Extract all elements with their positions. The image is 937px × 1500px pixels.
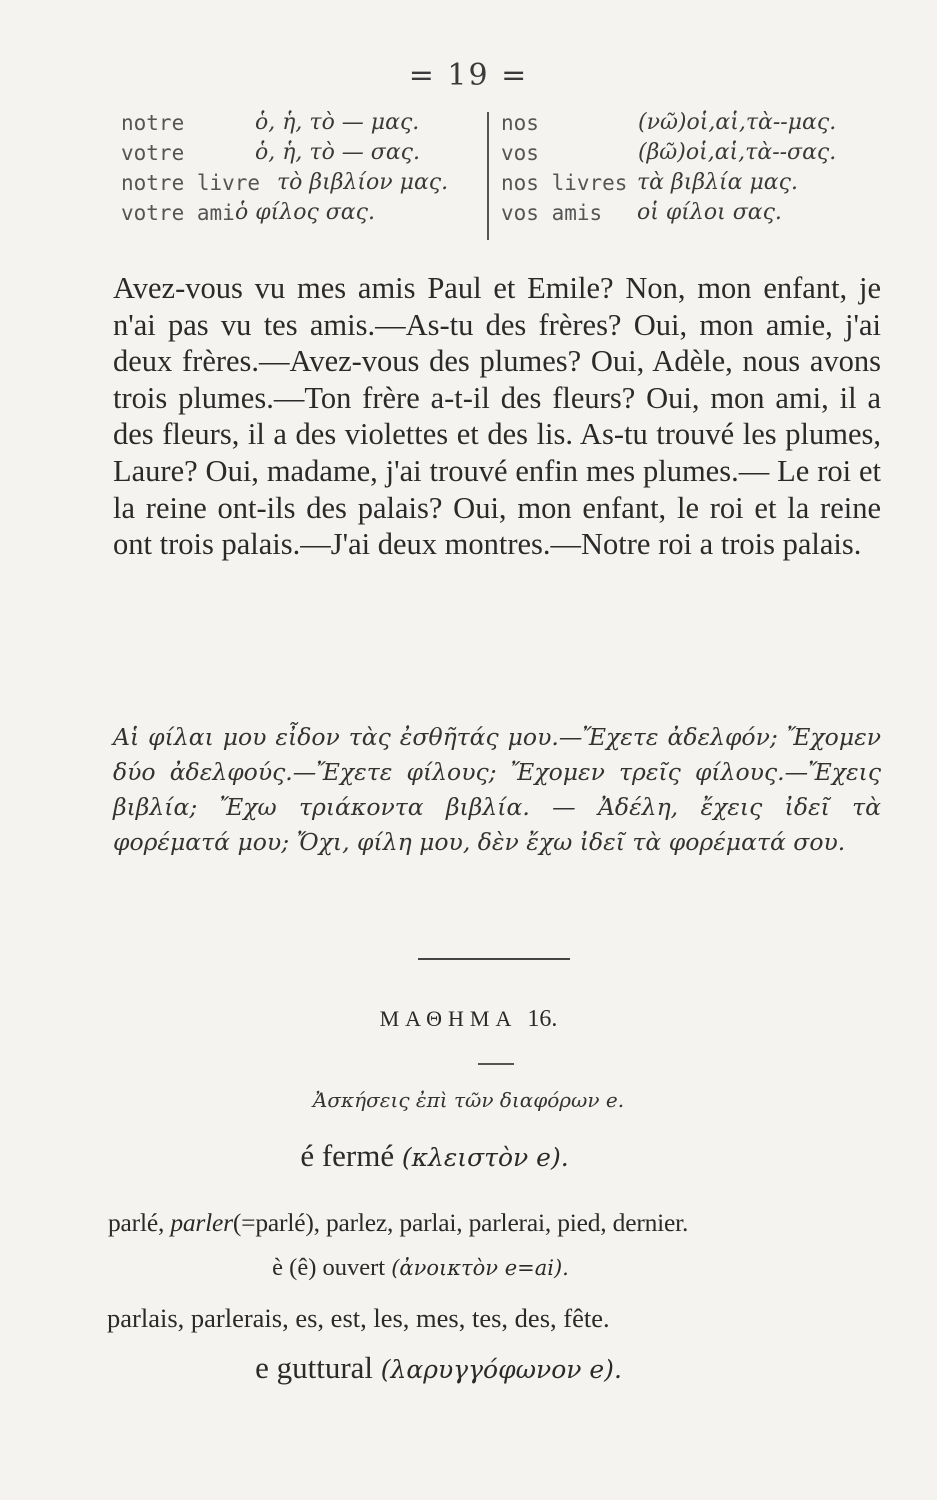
e-ouvert-examples: parlais, parlerais, es, est, les, mes, tes, des, fête. <box>107 1303 610 1333</box>
french-exercise-paragraph: Avez-vous vu mes amis Paul et Emile? Non, mon enfant, je n'ai pas vu tes amis.—As-tu des frères? Oui, mon amie, j'ai deux frères.—Avez-vous des plumes? Oui, Adèle, nous avons trois plumes.—Ton frère a-t-il des fleurs? Oui, mon ami, il a des fleurs, il a des violettes et des lis. As-tu trouvé les plumes, Laure? Oui, madame, j'ai trouvé enfin mes plumes.— Le roi et la reine ont-ils des palais? Oui, mon enfant, le roi et la reine ont trois palais.—J'ai deux montres.—Notre roi a trois palais. <box>113 271 881 562</box>
french-term: votre <box>121 141 185 165</box>
example-text: (=parlé), parlez, parlai, parlerai, pied, dernier. <box>232 1208 689 1237</box>
possessive-row <box>115 108 485 138</box>
example-text: parlé, <box>108 1208 171 1237</box>
e-guttural-heading <box>0 1350 907 1386</box>
possessive-row <box>495 198 890 228</box>
lesson-heading <box>0 1006 937 1033</box>
e-ferme-heading <box>0 1138 903 1174</box>
greek-term: (βῶ)οἱ,αἱ,τὰ--σας. <box>638 140 837 165</box>
e-ouvert-greek: (ἀνοικτὸν e=ai). <box>391 1256 569 1280</box>
greek-term: ὁ φίλος σας. <box>235 200 375 225</box>
french-term: vos <box>501 141 539 165</box>
possessive-row <box>495 138 890 168</box>
section-divider <box>418 958 570 960</box>
possessive-table <box>115 108 885 243</box>
example-infinitive: parler <box>170 1208 233 1237</box>
greek-term: οἱ φίλοι σας. <box>637 200 782 225</box>
possessive-row <box>115 198 485 228</box>
lesson-title: ΜΑΘΗΜΑ <box>379 1006 518 1031</box>
french-term: nos <box>501 111 539 135</box>
e-ferme-greek: (κλειστὸν e). <box>401 1143 569 1172</box>
french-term: nos livres <box>501 171 628 195</box>
french-term: vos amis <box>501 201 603 225</box>
french-term: notre livre <box>121 171 261 195</box>
possessive-row <box>115 138 485 168</box>
lesson-number: 16. <box>527 1006 558 1032</box>
e-ouvert-label: è (ê) ouvert <box>272 1254 386 1281</box>
e-guttural-greek: (λαρυγγόφωνον e). <box>380 1355 622 1384</box>
greek-term: ὁ, ἡ, τὸ — σας. <box>255 140 420 165</box>
greek-term: τὰ βιβλία μας. <box>637 170 798 195</box>
greek-term: τὸ βιβλίον μας. <box>277 170 449 195</box>
possessive-row <box>495 168 890 198</box>
greek-term: ὁ, ἡ, τὸ — μας. <box>255 110 420 135</box>
possessive-singular-column <box>115 108 485 243</box>
possessive-row <box>115 168 485 198</box>
exercise-title: Ἀσκήσεις ἐπὶ τῶν διαφόρων e. <box>312 1088 625 1112</box>
greek-term: (νῶ)οἱ,αἱ,τὰ--μας. <box>638 110 837 135</box>
e-ferme-label: é fermé <box>300 1138 395 1173</box>
possessive-row <box>495 108 890 138</box>
e-guttural-label: e guttural <box>255 1350 374 1385</box>
french-term: notre <box>121 111 185 135</box>
heading-divider <box>478 1063 514 1065</box>
possessive-plural-column <box>495 108 890 243</box>
e-ouvert-heading <box>0 1254 889 1282</box>
column-divider <box>487 112 489 240</box>
e-ferme-examples <box>108 1208 888 1238</box>
french-term: votre ami <box>121 201 235 225</box>
page-number: = 19 = <box>408 58 529 93</box>
greek-exercise-paragraph: Αἱ φίλαι μου εἶδον τὰς ἐσθῆτάς μου.—Ἔχετε ἀδελφόν; Ἔχομεν δύο ἀδελφούς.—Ἔχετε φίλους; Ἔχομεν τρεῖς φίλους.—Ἔχεις βιβλία; Ἔχω τριάκοντα βιβλία. — Ἀδέλη, ἔχεις ἰδεῖ τὰ φορέματά μου; Ὄχι, φίλη μου, δὲν ἔχω ἰδεῖ τὰ φορέματά σου. <box>113 723 881 856</box>
